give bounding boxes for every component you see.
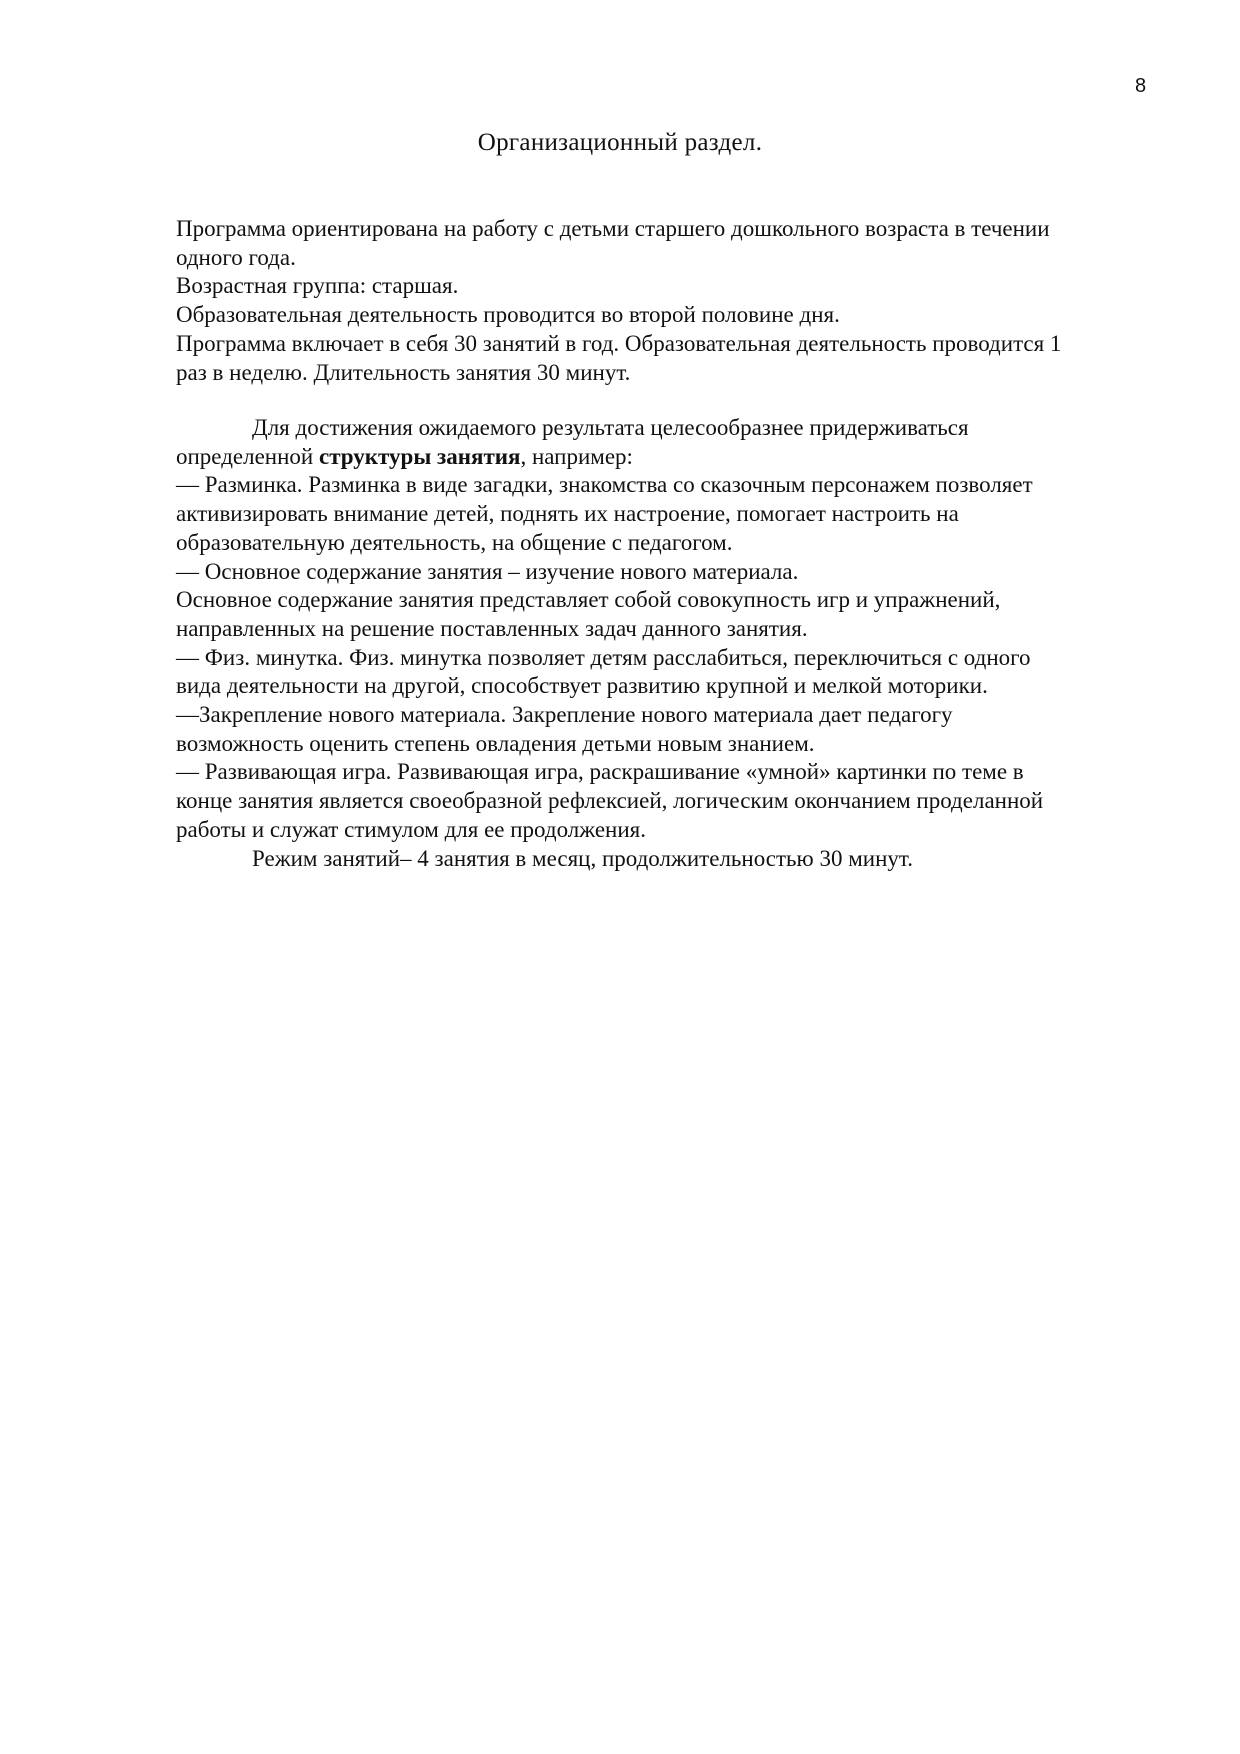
schedule-line: Режим занятий– 4 занятия в месяц, продолжительностью 30 минут. — [252, 845, 913, 871]
structure-line: — Разминка. Разминка в виде загадки, знакомства со сказочным персонажем позволяет — [176, 472, 1033, 498]
page-number: 8 — [1135, 75, 1147, 97]
intro-line: Программа включает в себя 30 занятий в год. Образовательная деятельность проводится 1 — [176, 330, 1062, 356]
intro-line: Программа ориентирована на работу с детьми старшего дошкольного возраста в течении — [176, 216, 1050, 241]
intro-line: одного года. — [176, 244, 296, 270]
structure-line: Основное содержание занятия представляет собой совокупность игр и упражнений, — [176, 587, 1001, 613]
intro-block — [176, 215, 1166, 387]
structure-line: — Физ. минутка. Физ. минутка позволяет детям расслабиться, переключиться с одного — [176, 644, 1031, 670]
structure-intro-line: Для достижения ожидаемого результата целесообразнее придерживаться — [252, 415, 969, 440]
structure-intro-line — [176, 443, 1166, 472]
structure-bold-term: структуры занятия — [319, 443, 521, 469]
structure-line: направленных на решение поставленных задач данного занятия. — [176, 615, 808, 641]
structure-line: конце занятия является своеобразной рефлексией, логическим окончанием проделанной — [176, 788, 1044, 814]
structure-suffix: , например: — [520, 443, 633, 469]
lesson-structure-block — [176, 414, 1166, 873]
intro-line: раз в неделю. Длительность занятия 30 минут. — [176, 359, 631, 385]
structure-line: работы и служат стимулом для ее продолжения. — [176, 816, 647, 842]
structure-line: — Основное содержание занятия – изучение нового материала. — [176, 558, 799, 584]
structure-line: образовательную деятельность, на общение с педагогом. — [176, 529, 733, 555]
structure-line: возможность оценить степень овладения детьми новым знанием. — [176, 730, 815, 756]
intro-line: Образовательная деятельность проводится во второй половине дня. — [176, 302, 840, 328]
structure-line: активизировать внимание детей, поднять их настроение, помогает настроить на — [176, 501, 959, 527]
structure-line: — Развивающая игра. Развивающая игра, раскрашивание «умной» картинки по теме в — [176, 759, 1024, 785]
section-title: Организационный раздел. — [477, 129, 763, 156]
structure-prefix: определенной — [176, 443, 319, 469]
structure-line: вида деятельности на другой, способствует развитию крупной и мелкой моторики. — [176, 673, 988, 699]
intro-line: Возрастная группа: старшая. — [176, 273, 459, 299]
structure-line: —Закрепление нового материала. Закрепление нового материала дает педагогу — [176, 702, 953, 728]
